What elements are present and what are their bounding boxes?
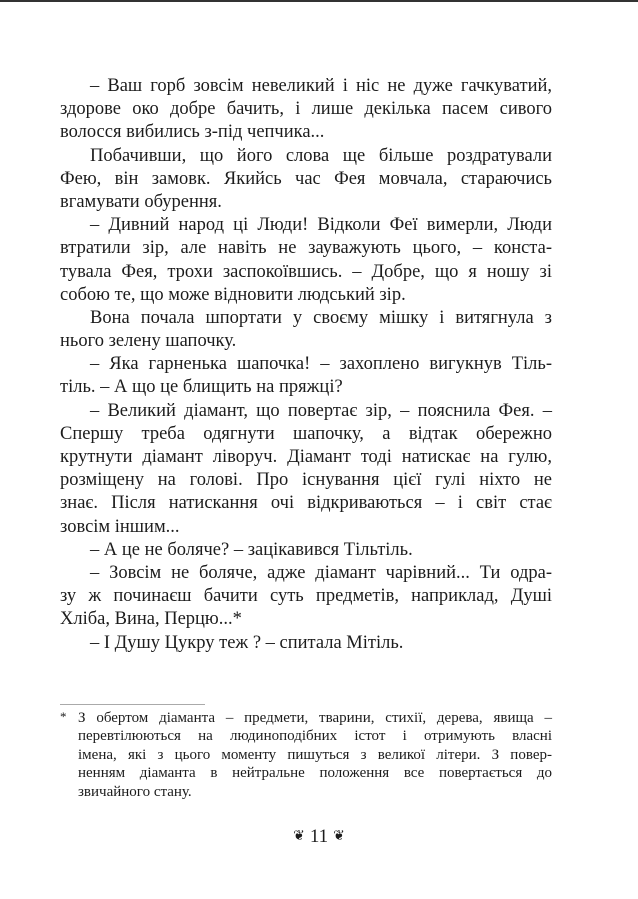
text-line: Хліба, Вина, Перцю...*: [60, 609, 242, 630]
text-line: тувала Фея, трохи заспокоївшись. – Добре, що я ношу зі: [60, 261, 552, 282]
paragraph: [60, 539, 552, 562]
footnote-line: перевтілюються на людиноподібних істот і отримують власні: [78, 728, 552, 745]
text-line: собою те, що може відновити людський зір.: [60, 284, 406, 305]
text-line: – Великий діамант, що повертає зір, – пояснила Фея. –: [90, 400, 552, 421]
text-line: – Дивний народ ці Люди! Відколи Феї вимерли, Люди: [90, 215, 552, 236]
page-number: 11: [309, 826, 329, 847]
paragraph: [60, 353, 552, 399]
leaf-ornament-icon: ❦: [333, 829, 345, 844]
text-line: розміщену на голові. Про існування цієї гулі ніхто не: [60, 470, 552, 491]
text-line: Спершу треба одягнути шапочку, а відтак обережно: [60, 423, 552, 444]
footnote-line: ненням діаманта в нейтральне положення все повертається до: [78, 765, 552, 782]
footnote: [60, 709, 552, 801]
footnote-line: З обертом діаманта – предмети, тварини, стихії, дерева, явища –: [78, 710, 552, 726]
text-line: вгамувати обурення.: [60, 191, 222, 212]
paragraph: [60, 307, 552, 353]
text-line: нього зелену шапочку.: [60, 331, 237, 352]
text-line: зу ж починаєш бачити суть предметів, наприклад, Душі: [60, 586, 552, 607]
paragraph: [60, 632, 552, 655]
paragraph: [60, 214, 552, 307]
footnote-line: звичайного стану.: [78, 783, 192, 800]
text-line: – А це не боляче? – зацікавився Тільтіль.: [90, 539, 413, 560]
main-text: [60, 75, 552, 655]
text-line: зовсім іншим...: [60, 516, 180, 537]
paragraph: [60, 75, 552, 145]
text-line: втратили зір, але навіть не зауважують цього, – конста-: [60, 238, 552, 259]
footnote-line: імена, які з цього моменту пишуться з великої літери. З повер-: [78, 746, 552, 763]
text-line: тіль. – А що це блищить на пряжці?: [60, 377, 343, 398]
text-line: знає. Після натискання очі відкриваються – і світ стає: [60, 493, 552, 514]
paragraph: [60, 145, 552, 215]
paragraph: [60, 562, 552, 632]
text-line: Фею, він замовк. Якийсь час Фея мовчала, стараючись: [60, 168, 552, 189]
footnote-marker: *: [60, 709, 67, 724]
text-line: – Яка гарненька шапочка! – захоплено вигукнув Тіль-: [90, 354, 552, 375]
text-line: Вона почала шпортати у своєму мішку і витягнула з: [90, 307, 552, 328]
page-top-border: [0, 0, 638, 2]
text-line: крутнути діамант ліворуч. Діамант тоді натискає на гулю,: [60, 447, 552, 467]
leaf-ornament-icon: ❦: [293, 829, 305, 844]
text-line: волосся вибились з-під чепчика...: [60, 122, 325, 143]
page-number-footer: [0, 826, 638, 848]
text-line: – Зовсім не боляче, адже діамант чарівний... Ти одра-: [90, 562, 552, 583]
text-line: здорове око добре бачить, і лише декілька пасем сивого: [60, 99, 552, 120]
footnote-divider: [60, 704, 205, 705]
text-line: Побачивши, що його слова ще більше роздратували: [90, 145, 552, 166]
text-line: – Ваш горб зовсім невеликий і ніс не дуже гачкуватий,: [90, 76, 552, 96]
text-line: – І Душу Цукру теж ? – спитала Мітіль.: [90, 632, 404, 653]
paragraph: [60, 400, 552, 539]
